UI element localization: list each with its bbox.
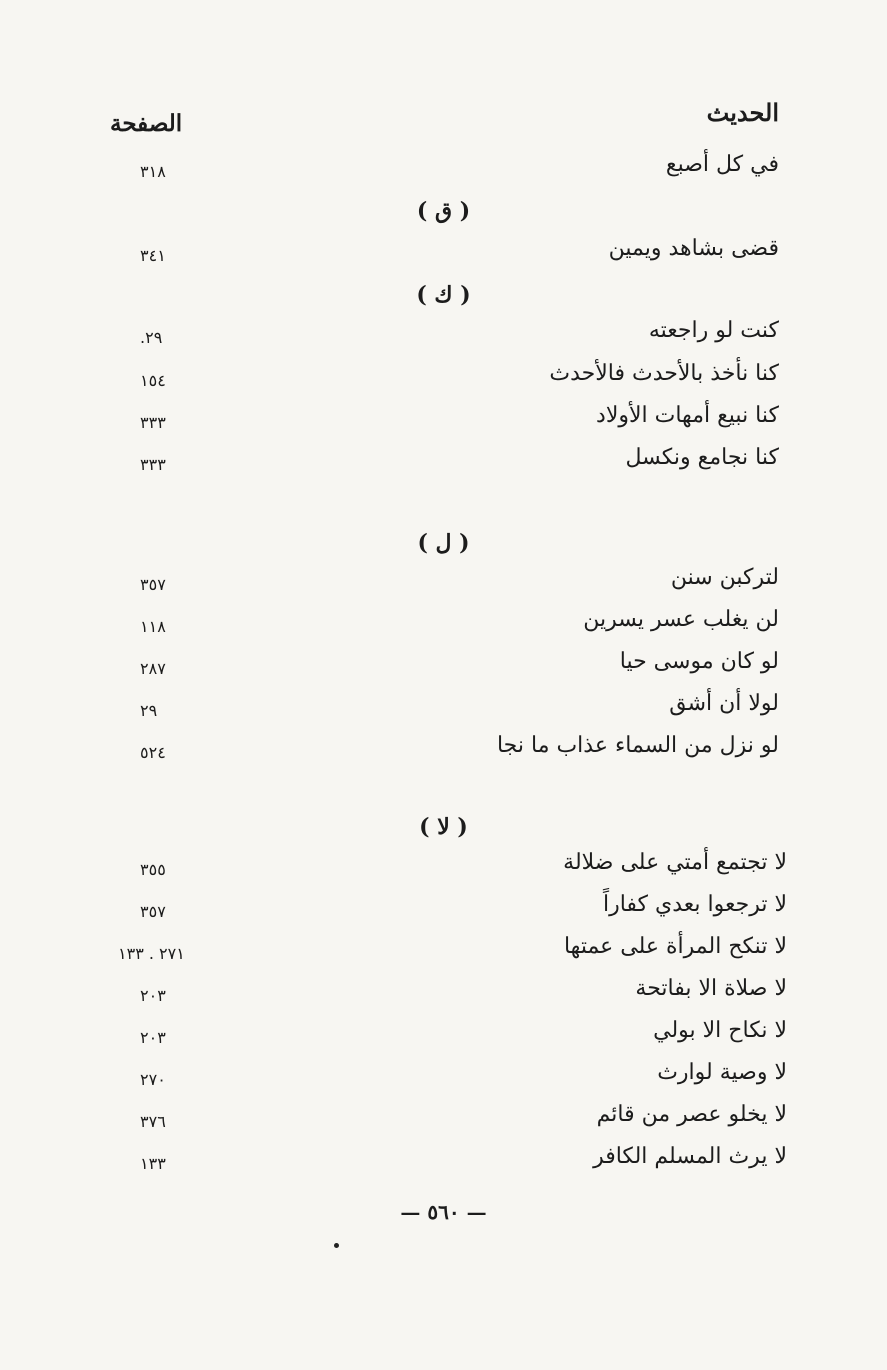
hadith-text: لا يخلو عصر من قائم [596,1102,787,1127]
index-entry [0,649,887,689]
page-reference: ٢٩. [140,328,163,347]
hadith-text: لو كان موسى حيا [619,649,779,674]
hadith-text: في كل أصبع [665,152,779,177]
index-entry [0,361,887,401]
page-reference: ٣٣٣ [140,413,166,432]
hadith-text: كنا نجامع ونكسل [625,445,779,470]
hadith-text: لن يغلب عسر يسرين [583,607,779,632]
page-reference: ٢٠٣ [140,986,166,1005]
index-entry [0,850,887,890]
hadith-column-header: الحديث [706,98,779,127]
index-entry [0,1102,887,1142]
letter-heading-lam: ( ل ) [417,530,470,556]
page-reference: ٢٧١ . ١٣٣ [118,944,185,963]
index-entry [0,691,887,731]
index-entry [0,403,887,443]
page-reference: ٢٧٠ [140,1070,166,1089]
page-reference: ٣١٨ [140,162,166,181]
index-entry [0,607,887,647]
hadith-text: لا يرث المسلم الكافر [593,1144,787,1169]
index-entry [0,733,887,773]
page-reference: ٢٠٣ [140,1028,166,1047]
hadith-text: لا تنكح المرأة على عمتها [563,934,787,959]
hadith-text: كنا نبيع أمهات الأولاد [596,403,779,428]
page-reference: ٣٧٦ [140,1112,166,1131]
page-reference: ١٣٣ [140,1154,166,1173]
hadith-text: لا صلاة الا بفاتحة [635,976,787,1001]
page-reference: ٢٩ [140,701,158,720]
index-entry [0,152,887,192]
page-reference: ٣٥٧ [140,575,166,594]
letter-heading-kaf: ( ك ) [416,282,471,308]
page-reference: ١١٨ [140,617,166,636]
index-entry [0,1144,887,1184]
index-entry [0,318,887,358]
hadith-text: قضى بشاهد ويمين [608,236,779,261]
hadith-text: لا نكاح الا بولي [653,1018,787,1043]
letter-heading-qaf: ( ق ) [416,198,471,224]
page-number-footer: — ٥٦٠ — [400,1200,487,1224]
letter-heading-lam-alif: ( لا ) [419,814,468,840]
page-column-header: الصفحة [110,110,183,137]
index-entry [0,565,887,605]
page-reference: ٣٣٣ [140,455,166,474]
page-reference: ١٥٤ [140,371,166,390]
index-entry [0,445,887,485]
index-entry [0,892,887,932]
hadith-text: كنت لو راجعته [648,318,779,343]
hadith-text: لو نزل من السماء عذاب ما نجا [496,733,779,758]
hadith-text: كنا نأخذ بالأحدث فالأحدث [549,361,779,386]
hadith-text: لا تجتمع أمتي على ضلالة [563,850,787,875]
page-reference: ٣٥٧ [140,902,166,921]
page-reference: ٣٤١ [140,246,166,265]
page-reference: ٣٥٥ [140,860,166,879]
index-entry [0,1060,887,1100]
page-reference: ٢٨٧ [140,659,166,678]
index-entry [0,236,887,276]
hadith-text: لا وصية لوارث [657,1060,787,1085]
index-entry [0,934,887,974]
hadith-text: لولا أن أشق [669,691,779,716]
hadith-text: لتركبن سنن [670,565,779,590]
index-entry [0,1018,887,1058]
hadith-text: لا ترجعوا بعدي كفاراً [602,892,787,917]
index-entry [0,976,887,1016]
ink-speck [334,1243,339,1248]
page-reference: ٥٢٤ [140,743,166,762]
